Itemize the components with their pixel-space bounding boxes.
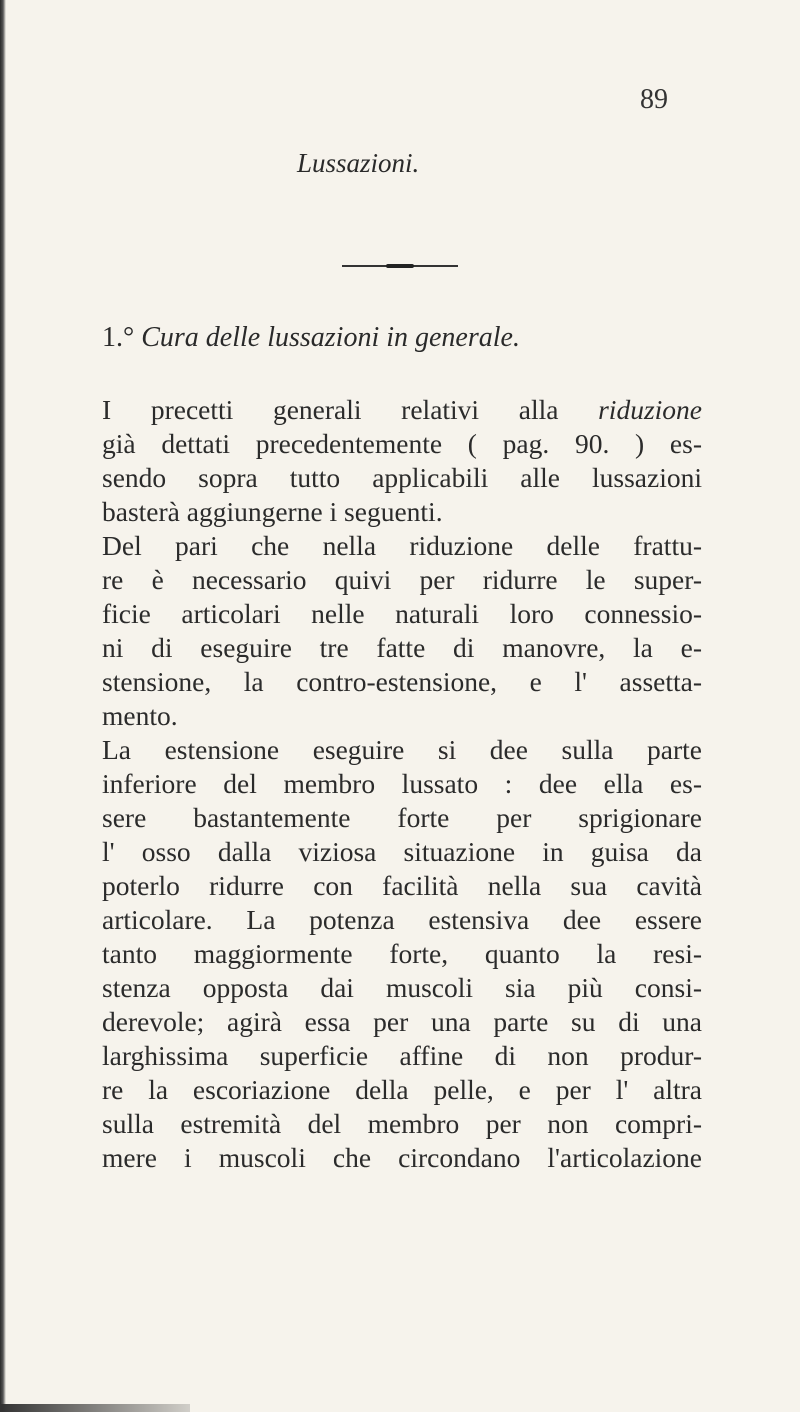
text-line <box>102 597 702 631</box>
text-line <box>102 699 702 733</box>
page-number: 89 <box>640 84 668 115</box>
text-line <box>102 563 702 597</box>
section-number: 1.° <box>102 322 135 353</box>
line-text: poterlo ridurre con facilità nella sua cavità <box>102 870 702 901</box>
line-text: La estensione eseguire si dee sulla parte <box>102 734 702 765</box>
running-head: Lussazioni. <box>297 148 420 178</box>
text-line <box>102 1005 702 1039</box>
paragraph <box>102 393 702 529</box>
line-text: mere i muscoli che circondano l'articolazione <box>102 1142 702 1173</box>
text-line <box>102 495 702 529</box>
line-text: sere bastantemente forte per sprigionare <box>102 802 702 833</box>
text-line <box>102 937 702 971</box>
decorative-rule <box>342 265 458 267</box>
text-line <box>102 1039 702 1073</box>
line-text: Del pari che nella riduzione delle frattu- <box>102 530 702 561</box>
line-text: sulla estremità del membro per non compri- <box>102 1108 702 1139</box>
text-line <box>102 665 702 699</box>
line-text: I precetti generali relativi alla <box>102 394 599 425</box>
text-line <box>102 903 702 937</box>
text-line <box>102 733 702 767</box>
text-line <box>102 767 702 801</box>
body-text <box>102 393 702 1175</box>
section-title: Cura delle lussazioni in generale. <box>141 322 520 353</box>
italic-term: riduzione <box>598 394 702 425</box>
line-text: ficie articolari nelle naturali loro connessio- <box>102 598 702 629</box>
text-line <box>102 1141 702 1175</box>
line-text: ni di eseguire tre fatte di manovre, la e- <box>102 632 702 663</box>
text-line <box>102 1073 702 1107</box>
line-text: sendo sopra tutto applicabili alle lussazioni <box>102 462 702 493</box>
line-text: mento. <box>102 700 178 731</box>
line-text: derevole; agirà essa per una parte su di una <box>102 1006 702 1037</box>
paragraph <box>102 529 702 733</box>
line-text: stensione, la contro-estensione, e l' assetta- <box>102 666 702 697</box>
line-text: tanto maggiormente forte, quanto la resi- <box>102 938 702 969</box>
text-line <box>102 971 702 1005</box>
text-line <box>102 427 702 461</box>
text-line <box>102 631 702 665</box>
text-line <box>102 835 702 869</box>
text-line <box>102 1107 702 1141</box>
paragraph <box>102 733 702 1175</box>
line-text: re la escoriazione della pelle, e per l' altra <box>102 1074 702 1105</box>
line-text: larghissima superficie affine di non produr- <box>102 1040 702 1071</box>
line-text: già dettati precedentemente ( pag. 90. ) es- <box>102 428 702 459</box>
text-line <box>102 393 702 427</box>
text-line <box>102 801 702 835</box>
line-text: re è necessario quivi per ridurre le super- <box>102 564 702 595</box>
line-text: inferiore del membro lussato : dee ella es- <box>102 768 702 799</box>
section-heading <box>102 322 520 354</box>
text-line <box>102 869 702 903</box>
line-text: l' osso dalla viziosa situazione in guisa da <box>102 836 702 867</box>
page-binding-edge <box>0 0 6 1412</box>
line-text: basterà aggiungerne i seguenti. <box>102 496 443 527</box>
line-text: articolare. La potenza estensiva dee essere <box>102 904 702 935</box>
line-text: stenza opposta dai muscoli sia più consi- <box>102 972 702 1003</box>
text-line <box>102 461 702 495</box>
text-line <box>102 529 702 563</box>
page-edge-mark <box>0 1404 190 1412</box>
